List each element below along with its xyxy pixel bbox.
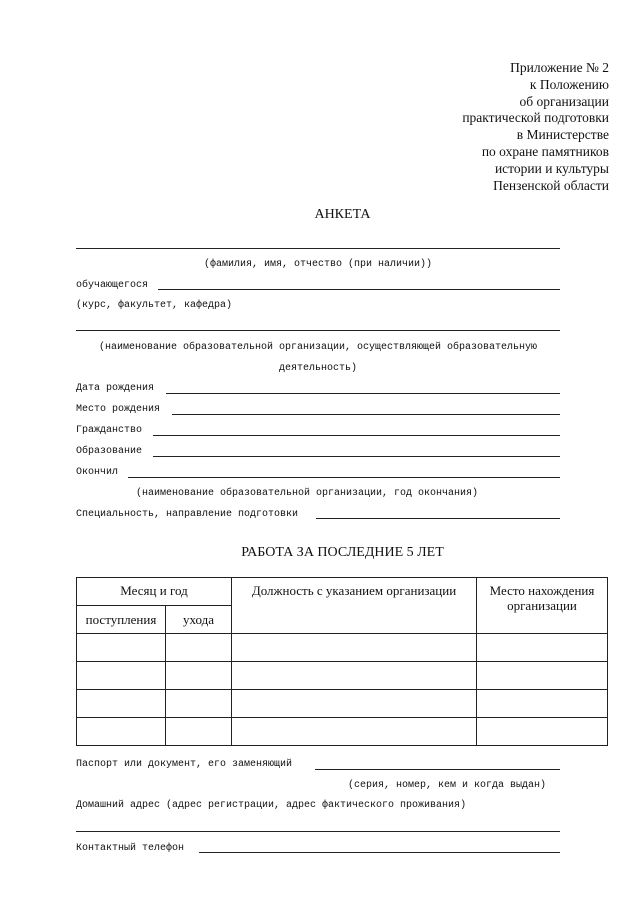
table-row	[77, 634, 608, 662]
address-label: Домашний адрес (адрес регистрации, адрес фактического проживания)	[76, 800, 467, 811]
fio-field-line[interactable]	[76, 248, 560, 249]
form-title: АНКЕТА	[314, 207, 371, 222]
location-header: Место нахождения организации	[477, 578, 608, 634]
organization-caption-line-1: (наименование образовательной организации, осуществляющей образовательную	[98, 342, 538, 353]
graduated-caption: (наименование образовательной организации, год окончания)	[136, 488, 479, 499]
phone-field-line[interactable]	[199, 852, 560, 853]
end-date-cell[interactable]	[166, 634, 232, 662]
start-date-cell[interactable]	[77, 634, 166, 662]
birth-place-label: Место рождения	[76, 404, 161, 415]
work-section-title: РАБОТА ЗА ПОСЛЕДНИЕ 5 ЛЕТ	[241, 545, 444, 560]
start-date-cell[interactable]	[77, 690, 166, 718]
location-cell[interactable]	[477, 634, 608, 662]
fio-caption: (фамилия, имя, отчество (при наличии))	[203, 259, 433, 270]
table-row	[77, 662, 608, 690]
end-date-cell[interactable]	[166, 662, 232, 690]
education-label: Образование	[76, 446, 143, 457]
course-caption: (курс, факультет, кафедра)	[76, 300, 233, 311]
start-date-cell[interactable]	[77, 718, 166, 746]
end-date-header: ухода	[166, 606, 232, 634]
location-cell[interactable]	[477, 718, 608, 746]
graduated-field-line[interactable]	[128, 477, 560, 478]
student-field-line[interactable]	[158, 289, 560, 290]
appendix-line: Пензенской области	[493, 177, 609, 193]
passport-field-line[interactable]	[315, 769, 560, 770]
appendix-line: Приложение № 2	[510, 60, 609, 75]
specialty-field-line[interactable]	[316, 518, 560, 519]
citizenship-label: Гражданство	[76, 425, 143, 436]
birth-date-label: Дата рождения	[76, 383, 155, 394]
appendix-line: в Министерстве	[516, 127, 609, 143]
end-date-cell[interactable]	[166, 690, 232, 718]
end-date-cell[interactable]	[166, 718, 232, 746]
location-cell[interactable]	[477, 662, 608, 690]
appendix-block	[389, 60, 609, 194]
phone-label: Контактный телефон	[76, 843, 185, 854]
birth-place-field-line[interactable]	[172, 414, 560, 415]
citizenship-field-line[interactable]	[153, 435, 560, 436]
education-field-line[interactable]	[153, 456, 560, 457]
work-history-table	[76, 577, 608, 746]
start-date-header: поступления	[77, 606, 166, 634]
table-row	[77, 718, 608, 746]
position-cell[interactable]	[232, 634, 477, 662]
appendix-line: истории и культуры	[494, 160, 609, 176]
appendix-line: по охране памятников	[481, 143, 609, 159]
passport-label: Паспорт или документ, его заменяющий	[76, 759, 293, 770]
passport-caption: (серия, номер, кем и когда выдан)	[348, 780, 547, 791]
table-row	[77, 690, 608, 718]
student-label: обучающегося	[76, 280, 149, 291]
address-field-line[interactable]	[76, 831, 560, 832]
position-cell[interactable]	[232, 662, 477, 690]
birth-date-field-line[interactable]	[166, 393, 560, 394]
appendix-line: практической подготовки	[462, 110, 609, 126]
position-cell[interactable]	[232, 690, 477, 718]
position-header: Должность с указанием организации	[232, 578, 477, 634]
graduated-label: Окончил	[76, 467, 119, 478]
organization-caption-line-2: деятельность)	[278, 363, 357, 374]
location-cell[interactable]	[477, 690, 608, 718]
start-date-cell[interactable]	[77, 662, 166, 690]
specialty-label: Специальность, направление подготовки	[76, 509, 299, 520]
appendix-line: об организации	[519, 93, 609, 109]
organization-field-line[interactable]	[76, 330, 560, 331]
position-cell[interactable]	[232, 718, 477, 746]
appendix-line: к Положению	[529, 76, 609, 92]
month-year-header: Месяц и год	[77, 578, 232, 606]
